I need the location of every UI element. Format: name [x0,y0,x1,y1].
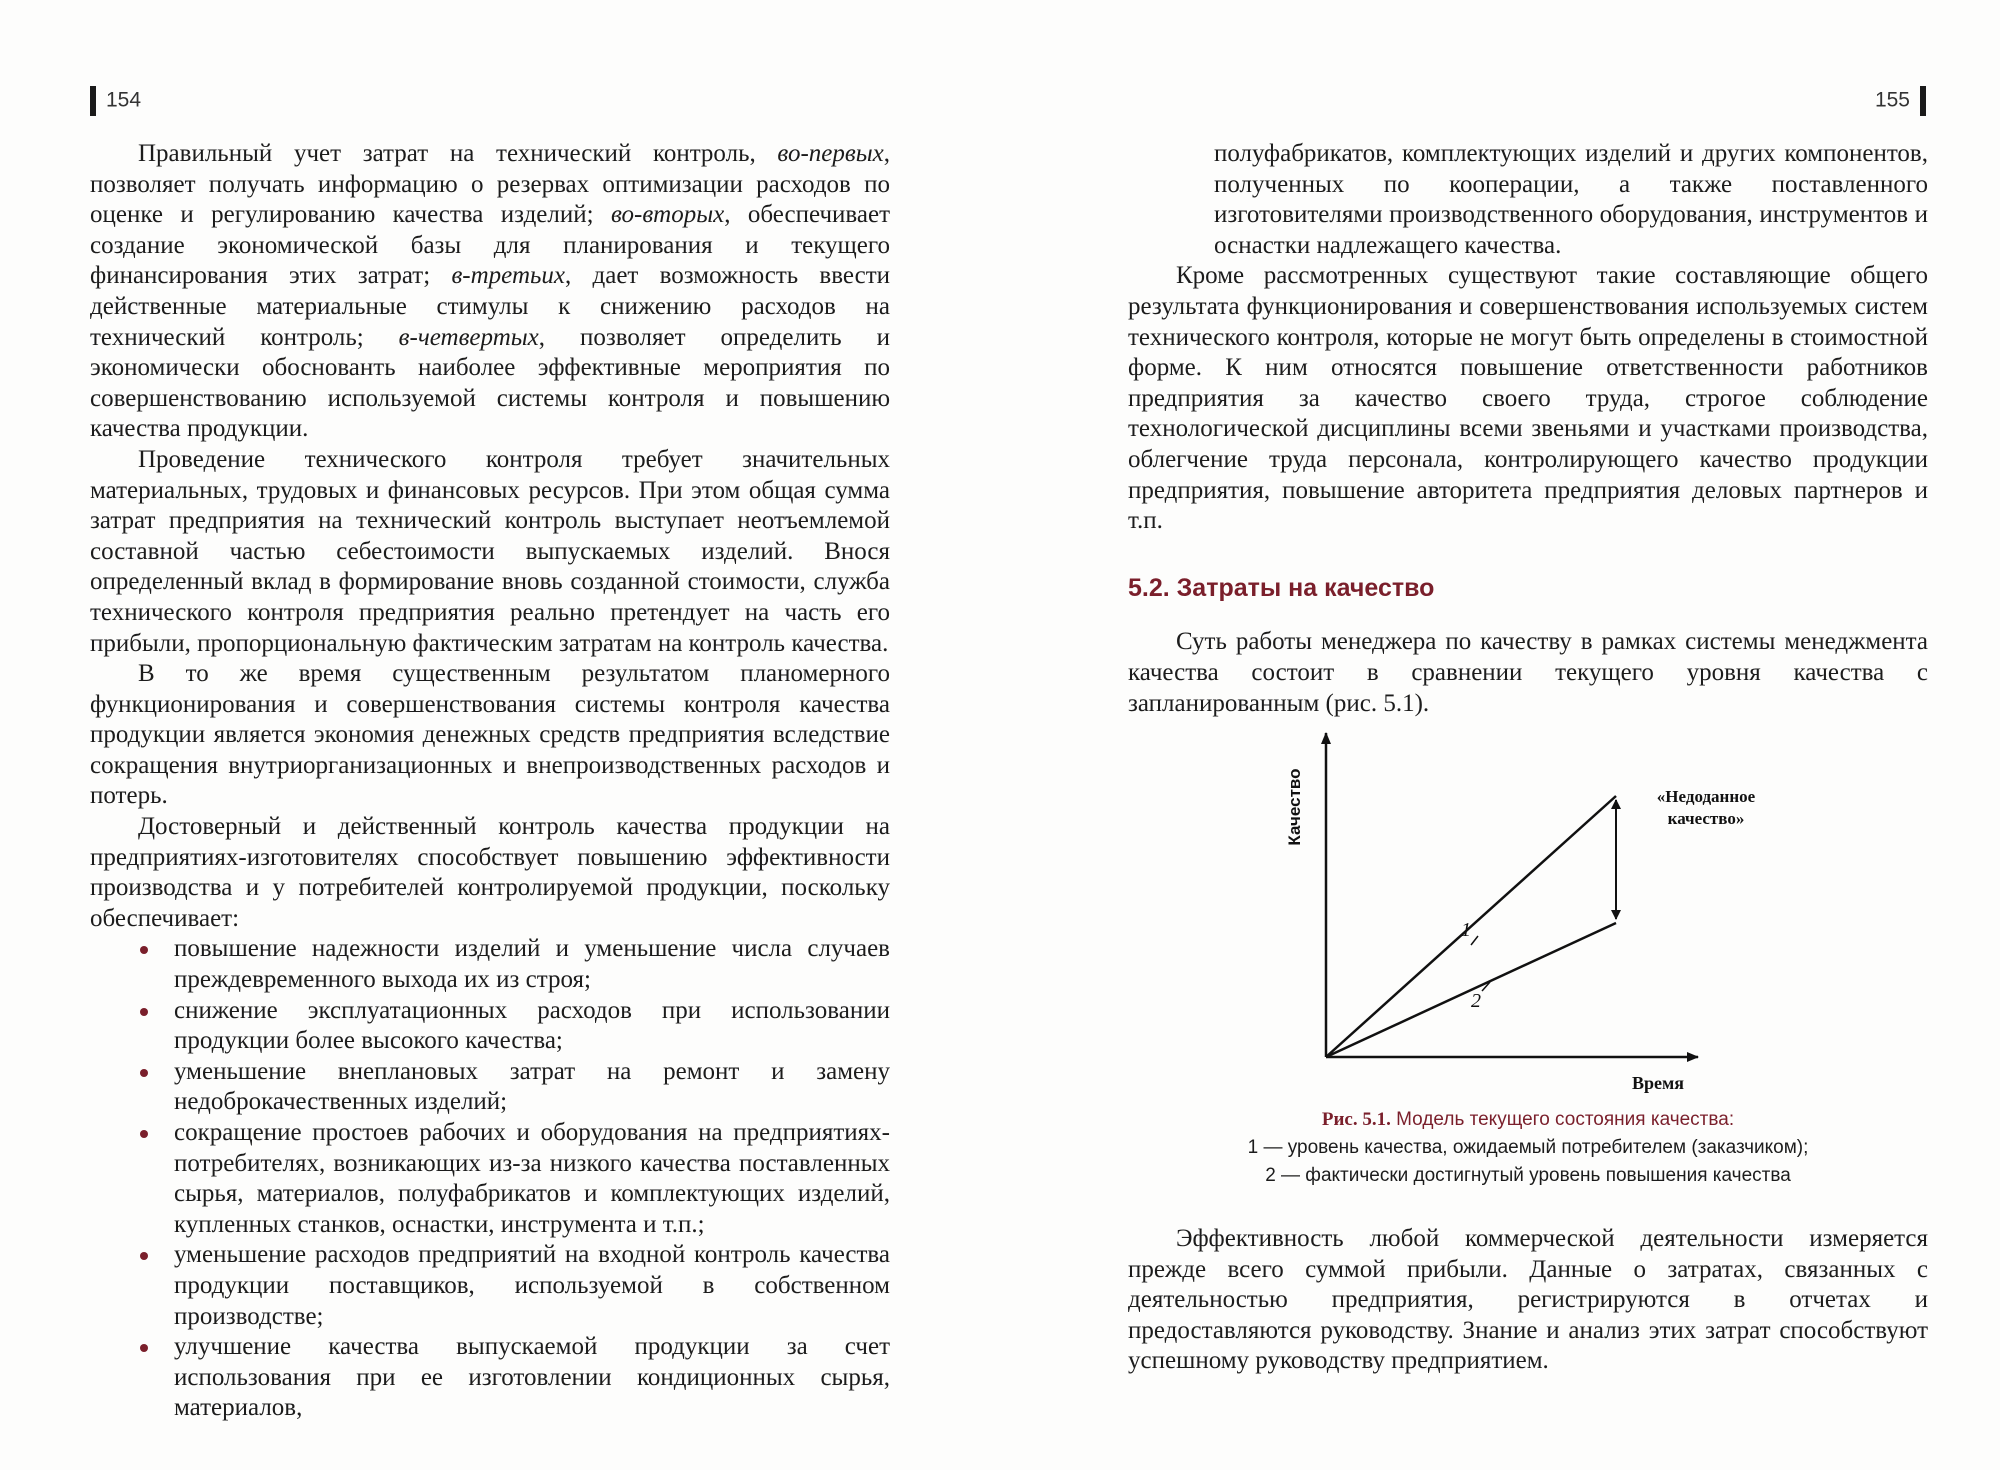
caption-label: Рис. 5.1. [1321,1109,1391,1131]
list-item [90,1332,890,1424]
right-page [1000,0,2000,1470]
figure-caption [1128,1106,1928,1190]
list-item-text: повышение надежности изделий и уменьшение числа случаев преждевременного выхода их из строя; [174,935,890,994]
bullet-icon [140,1069,148,1077]
emphasis-third: в-третьих [451,262,565,290]
text-run: , позволяет получать информацию о резервах оптимизации расходов по оценке и регулированию качества изделий; [90,140,890,229]
x-axis-label: Время [1631,1073,1685,1094]
emphasis-fourth: в-четвертых [398,323,539,351]
left-running-head [90,86,141,116]
left-paragraph-3: В то же время существенным результатом планомерного функционирования и совершенствования системы контроля качества продукции является экономия денежных средств предприятия вследствие сокращения внутриорганизационных и внепроизводственных расходов и потерь. [90,660,890,810]
list-item-text: уменьшение расходов предприятий на входной контроль качества продукции поставщиков, используемой в собственном производстве; [174,1241,890,1330]
list-item [90,934,890,995]
expected-quality-line [1326,796,1616,1057]
page-marker-bar [90,86,96,116]
bullet-icon [140,1008,148,1016]
quality-model-diagram [1128,725,1928,1100]
bullet-icon [140,1252,148,1260]
right-paragraph-2: Суть работы менеджера по качеству в рамках системы менеджмента качества состоит в сравнении текущего уровня качества с запланированным (рис. 5.1). [1128,628,1928,717]
quality-model-figure [1128,725,1928,1100]
left-text-column [90,139,890,1424]
caption-line-2: 2 — фактически достигнутый уровень повышения качества [1265,1165,1791,1187]
text-run: , обеспечивает создание экономической базы для планирования и текущего финансирования этих затрат; [90,201,890,290]
right-continuation-text: полуфабрикатов, комплектующих изделий и других компонентов, полученных по кооперации, а также поставленного изготовителями производственного оборудования, инструментов и оснастки надлежащего качества. [1214,140,1928,259]
caption-line-1: 1 — уровень качества, ожидаемый потребителем (заказчиком); [1247,1137,1809,1159]
text-run: , позволяет определить и экономически обоснованть наиболее эффективные мероприятия по совершенствованию используемой системы контроля и повышению качества продукции. [90,323,890,443]
list-item [90,1240,890,1332]
left-paragraph-4: Достоверный и действенный контроль качества продукции на предприятиях-изготовителях способствует повышению эффективности производства и у потребителей контролируемой продукции, поскольку обеспечивает: [90,813,890,932]
section-heading: 5.2. Затраты на качество [1128,573,1435,602]
right-text-column [1128,139,1928,1377]
bullet-icon [140,1344,148,1352]
caption-title-line [1128,1106,1928,1134]
page-marker-bar [1920,86,1926,116]
list-item-text: уменьшение внеплановых затрат на ремонт и замену недоброкачественных изделий; [174,1057,890,1116]
list-item [90,1118,890,1240]
line2-label: 2 [1471,990,1481,1013]
right-paragraph-1: Кроме рассмотренных существуют такие составляющие общего результата функционирования и совершенствования используемых систем технического контроля, которые не могут быть определены в стоимостной форме. К ним относятся повышение ответственности работников предприятия за качество своего труда, строгое соблюдение технологической дисциплины всеми звеньями и участками производства, облегчение труда персонала, контролирующего качество продукции предприятия, повышение авторитета предприятия деловых партнеров и т.п. [1128,262,1928,535]
list-item [90,996,890,1057]
list-item-text: улучшение качества выпускаемой продукции за счет использования при ее изготовлении кондиционных сырья, материалов, [174,1333,890,1422]
list-item [90,1057,890,1118]
caption-title: Модель текущего состояния качества: [1396,1109,1735,1131]
line1-leader [1471,936,1478,945]
y-axis-label: Качество [1285,768,1304,846]
annotation-line-1: «Недоданное [1656,787,1756,807]
right-page-number: 155 [1874,88,1910,112]
emphasis-second: во-вторых [610,201,725,229]
line1-label: 1 [1461,919,1471,942]
text-run: , дает возможность ввести действенные материальные стимулы к снижению расходов на технический контроль; [90,262,890,351]
bullet-icon [140,1130,148,1138]
left-page-number: 154 [106,88,142,112]
bullet-icon [140,946,148,954]
text-run: Правильный учет затрат на технический контроль, [138,140,778,167]
emphasis-first: во-первых [777,140,884,167]
left-paragraph-1 [90,139,890,445]
left-paragraph-2: Проведение технического контроля требует значительных материальных, трудовых и финансовых ресурсов. При этом общая сумма затрат предприятия на технический контроль выступает неотъемлемой составной частью себестоимости выпускаемых изделий. Внося определенный вклад в формирование вновь созданной стоимости, служба технического контроля предприятия реально претендует на часть его прибыли, пропорциональную фактическим затратам на контроль качества. [90,445,890,657]
right-paragraph-3: Эффективность любой коммерческой деятельности измеряется прежде всего суммой прибыли. Данные о затратах, связанных с деятельностью предприятия, регистрируются в отчетах и предоставляются руководству. Знание и анализ этих затрат способствуют успешному руководству предприятием. [1128,1225,1928,1375]
list-item-text: снижение эксплуатационных расходов при использовании продукции более высокого качества; [174,996,890,1055]
annotation-line-2: качество» [1667,809,1745,829]
benefits-list [90,934,890,1424]
list-item-text: сокращение простоев рабочих и оборудования на предприятиях-потребителях, возникающих из-за низкого качества поставленных сырья, материалов, полуфабрикатов и комплектующих изделий, купленных станков, оснастки, инструмента и т.п.; [174,1119,890,1238]
right-running-head [1875,86,1926,116]
